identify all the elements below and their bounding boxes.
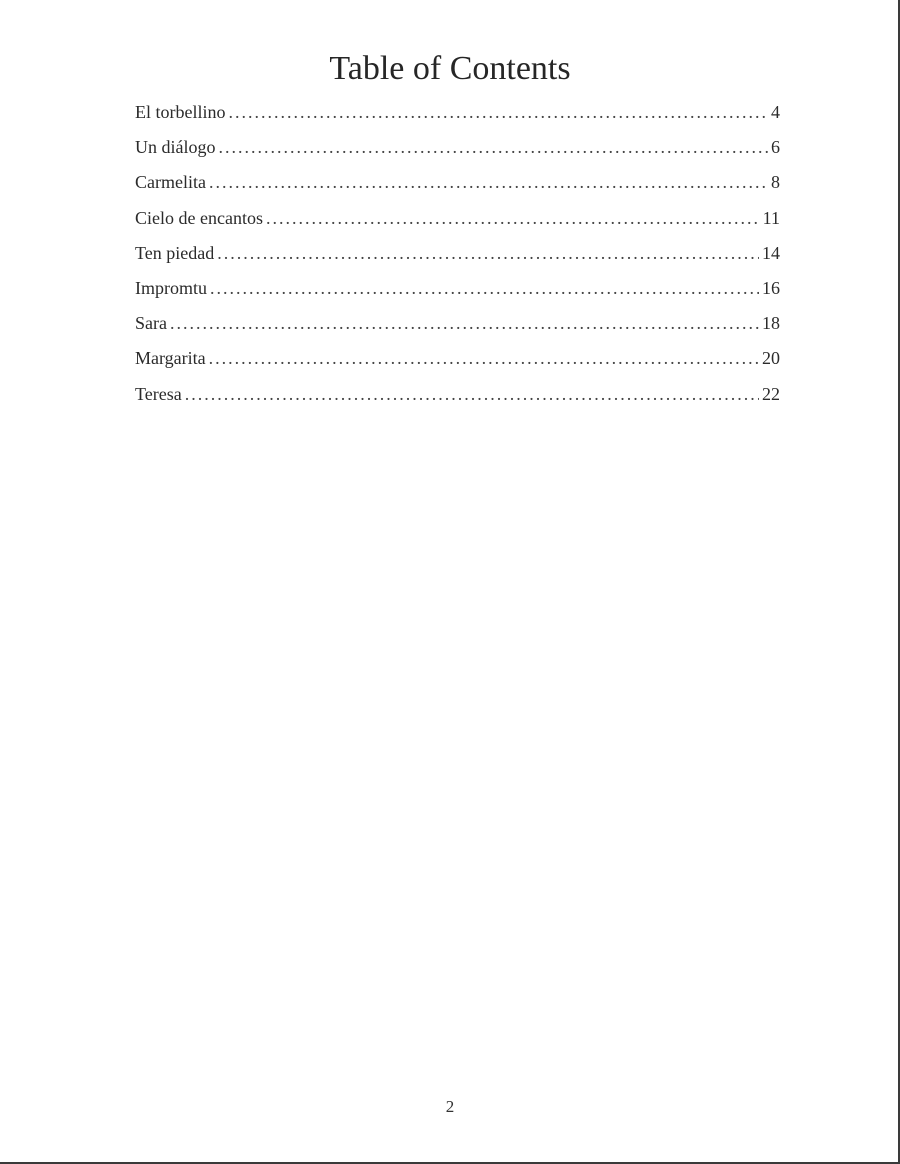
toc-entry-title: Teresa [135, 383, 182, 404]
toc-entry-page-number: 4 [771, 102, 780, 122]
toc-entry-page-number: 20 [762, 348, 780, 369]
toc-entry[interactable] [135, 344, 780, 379]
toc-entry[interactable] [135, 133, 780, 168]
dot-leader [185, 380, 759, 408]
toc-entry-page-number: 11 [762, 207, 780, 228]
toc-entry[interactable] [135, 239, 780, 274]
toc-entry-page-number: 18 [762, 313, 780, 334]
dot-leader [170, 309, 759, 337]
toc-entry-title: Un diálogo [135, 137, 216, 158]
toc-entry-title: Sara [135, 313, 167, 334]
toc-entry-page-number: 14 [762, 242, 780, 263]
toc-entry[interactable] [135, 204, 780, 239]
toc-entry-page-number: 8 [771, 172, 780, 193]
toc-entry[interactable] [135, 98, 780, 133]
dot-leader [210, 274, 759, 302]
dot-leader [217, 239, 759, 267]
toc-entry-title: Ten piedad [135, 242, 215, 263]
dot-leader [209, 168, 768, 196]
page-title: Table of Contents [329, 50, 571, 87]
toc-entry[interactable] [135, 274, 780, 309]
toc-entry-title: El torbellino [135, 102, 226, 122]
dot-leader [209, 344, 759, 372]
toc-entry-page-number: 16 [762, 277, 780, 298]
page-footer-number: 2 [445, 1097, 455, 1116]
dot-leader [228, 98, 768, 126]
toc-entry[interactable] [135, 380, 780, 415]
dot-leader [266, 204, 760, 232]
toc-entry-page-number: 22 [762, 383, 780, 404]
toc-entry-title: Impromtu [135, 277, 207, 298]
toc-entry-title: Carmelita [135, 172, 206, 193]
toc-entry-page-number: 6 [771, 137, 780, 158]
toc-entry-title: Cielo de encantos [135, 207, 263, 228]
dot-leader [219, 133, 769, 161]
table-of-contents [135, 98, 780, 415]
toc-entry[interactable] [135, 309, 780, 344]
toc-entry[interactable] [135, 168, 780, 203]
toc-entry-title: Margarita [135, 348, 206, 369]
